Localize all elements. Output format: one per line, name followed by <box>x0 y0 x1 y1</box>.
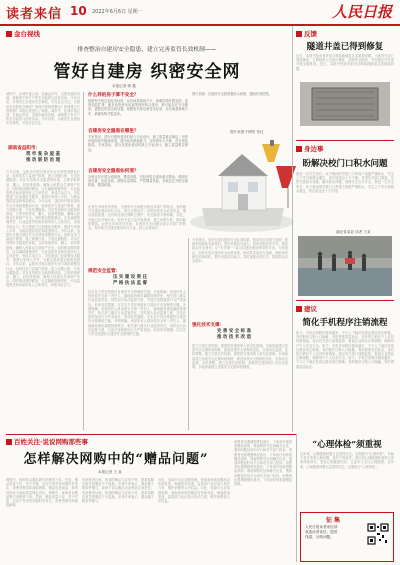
box-text <box>305 525 363 540</box>
nearby-column-head <box>296 144 394 153</box>
callout2-line-2: 推 动 技 术 改 造 <box>217 335 251 340</box>
bottom-headline: 怎样解决网购中的“赠品问题” <box>23 452 209 467</box>
suggestion-text: 如今，手机应用程序越来越多，不少人下载后发现注册容易注销难。有的程序注销入口隐蔽，有的需要层层验证，还有的注销后个人信息仍被保留。建议有关部门加强监管，督促企业简化注销流程，保障用户个人信息安全。如今，手机应用程序越来越多，不少人下载后发现注册容易注销难。有的程序注销入口隐蔽，有的需要层层验证，还有的注销后个人信息仍被保留。建议有关部门加强监管，督促企业简化注销流程，保障用户个人信息安全。如今，手机应用程序越来越多，不少人下载后发现注册容易注销难。有的程序注销入口隐蔽，有的需要层层验证。 <box>296 331 394 369</box>
page-header <box>0 0 400 26</box>
question-3: 自建房安全隐患如何清？ <box>88 169 139 174</box>
answer-1-text: 根据有关规定和技术标准，存在地基基础不牢、承重结构开裂变形、违规加层扩建、擅自改变使用用途等情形的自建房，都可能存在安全隐患，需要及时鉴定和处置。根据有关规定和技术标准，存在地基基础不牢、承重结构开裂变形。 <box>88 99 188 116</box>
body-text-block: 专家建议，加快完善自建房安全标准体系，推动技术改造与加固，鼓励采用新技术新材料，提升房屋抗灾能力。同时加强宣传引导，提高群众安全意识，让“安全第一”成为自建房建设使用的共识。专家建议，加快完善自建房安全标准体系，推动技术改造与加固，鼓励采用新技术新材料，提升房屋抗灾能力。同时加强宣传引导，提高群众安全意识。 <box>192 238 288 264</box>
nearby-text: 我是一名学生家长，孩子就读的学校门口每逢下雨便严重积水，学生上下学只能蹚水通过，家长接送也十分不便。希望有关部门重视，尽快完善排水设施，解决积水问题，保障学生出行安全。我是一名学生家长，孩子就读的学校门口每逢下雨便严重积水，学生上下学只能蹚水通过，家长接送也十分不便。 <box>296 172 394 193</box>
flood-drawing <box>298 236 392 296</box>
answer-2-text: 专家指出，部分自建房建设时缺乏专业设计，施工质量难以保证；有的房屋经营中随意改造，超出原有承载能力；还有的年久失修，存在老化隐患。专家指出，部分自建房建设时缺乏专业设计，施工质量难以保证。 <box>88 135 188 152</box>
callout-line-1: 压 实 建 设 责 任 <box>113 275 147 280</box>
callout2-line-1: 完 善 安 全 标 准 <box>217 329 251 334</box>
body-text-block: 压实各方责任是做好自建房安全管理的关键。多地明确，房屋所有人是房屋安全第一责任人，属地政府承担属地管理责任，相关部门落实行业监管责任。同时加大执法监督力度，对违法违规建设行为严肃查处，形成有效震慑。压实各方责任是做好自建房安全管理的关键。多地明确，房屋所有人是房屋安全第一责任人，属地政府承担属地管理责任，相关部门落实行业监管责任。同时加大执法监督力度，对违法违规建设行为严肃查处，形成有效震慑。压实各方责任是做好自建房安全管理的关键。多地明确，房屋所有人是房屋安全第一责任人，属地政府承担属地管理责任，相关部门落实行业监管责任。同时加大执法监督力度，对违法违规建设行为严肃查处，形成有效震慑。压实各方责任是做好自建房安全管理的关键。 <box>88 290 186 337</box>
callout2-pull <box>194 329 274 341</box>
column-mark-icon <box>6 31 12 37</box>
bottom-text-block: 网购中，商家常以赠品吸引消费者下单。然而，赠品质量不佳、货不对板、迟迟不发货等问题时有发生，消费者维权却面临困难。赠品也是商品，商家同样应当承担质量保证责任。网购中，商家常以赠品吸引消费者下单。然而，赠品质量不佳、货不对板、迟迟不发货等问题时有发生，消费者维权却面临困难。 <box>6 478 78 508</box>
illustration-caption-top <box>192 92 288 104</box>
bottom-rule <box>6 434 296 435</box>
suggestion-title: 简化手机程序注销流程 <box>302 318 388 328</box>
question-1: 什么样的房子算不安全？ <box>88 93 139 98</box>
feedback-title: 隧道井盖已得到修复 <box>306 42 384 52</box>
main-headline: 管好自建房 织密安全网 <box>53 62 241 82</box>
page-number: 10 <box>70 4 87 18</box>
column-mark-icon <box>296 31 302 37</box>
sidebar-line-2: 推 动 联 防 治 理 <box>26 158 60 163</box>
callout-line-2: 严 格 执 法 监 督 <box>113 281 147 286</box>
feedback-text: 近日，本报刊发读者来信反映某地隧道井盖破损问题。当地有关部门高度重视，立即组织人员进行修复，消除安全隐患，并对辖区内井盖开展全面排查。近日，本报刊发读者来信反映某地隧道井盖破损问题。 <box>296 54 394 71</box>
nearby-note: 湖北省某县 读者 王某 <box>336 230 371 234</box>
bottom-text-block: 对此，电商平台应加强管理，督促商家规范赠品宣传和发放，畅通投诉渠道。监管部门也应加大执法力度，维护消费者合法权益。对此，电商平台应加强管理，督促商家规范赠品宣传和发放，畅通投诉渠道。监管部门也应加大执法力度，维护消费者合法权益。 <box>158 478 230 504</box>
flood-photo <box>298 236 392 296</box>
bottom-byline: 本报记者 王 某 <box>98 470 122 474</box>
body-text-block: 建立完善长效机制，需要把自建房纳入常态化管理。多地探索建立房屋安全定期体检制度，推进房屋安全管理信息化，实现动态监测、及时预警。建立完善长效机制，需要把自建房纳入常态化管理。多地探索建立房屋安全定期体检制度，推进房屋安全管理信息化，实现动态监测、及时预警。建立完善长效机制，需要把自建房纳入常态化管理。多地探索建立房屋安全定期体检制度。 <box>192 344 288 370</box>
column-label: 身边事 <box>304 145 324 153</box>
call-for-letters-box <box>300 512 394 562</box>
suggestion-column-head <box>296 304 394 313</box>
box-line-2: 欢迎读者来信，提供 <box>305 530 338 534</box>
column-mark-icon <box>6 439 12 445</box>
box-title: 征 集 <box>325 517 341 524</box>
sidebar-line-1: 筑 牢 复 杂 屋 基 <box>26 152 60 157</box>
box-line-3: 线索，反映问题。 <box>305 535 334 539</box>
house-drawing <box>188 138 296 234</box>
sidebar-place: 湖南省益阳市： <box>8 146 41 151</box>
answer-3-text: 各地正在开展全面排查，摸清底数，对经营性自建房重点整治，做到应查尽查、应改尽改，消除存量风险，严控增量风险。各地正在开展全面排查，摸清底数。 <box>88 175 188 188</box>
body-text-block: 记者在多地采访发现，自建房安全问题呈现点多面广的特点。有的地方自建房建设年代久远，缺乏正规设计；有的经营者为追求效益，擅自加层改建；还有的房屋长期缺乏维护，安全隐患不断积累。对此，多地已经开始行动，组织专业力量开展排查，建立问题台账，推动隐患整改。记者在多地采访发现，自建房安全问题呈现点多面广的特点。有的地方自建房建设年代久远，缺乏正规设计。 <box>88 205 186 231</box>
issue-date: 2022年6月6日 星期一 <box>92 9 143 15</box>
column-mark-icon <box>296 146 302 152</box>
column-label: 金台视线 <box>14 30 40 38</box>
page-column-divider <box>296 434 297 562</box>
question-2: 自建房安全隐患在哪里？ <box>88 129 139 134</box>
main-column-head <box>6 29 290 38</box>
house-illustration <box>188 138 296 234</box>
column-divider <box>83 92 84 430</box>
manhole-photo <box>300 82 390 126</box>
sidebar-pull <box>8 152 78 164</box>
body-text-block: 今年以来，益阳市开展自建房安全专项排查整治行动，组织技术力量逐户排查，建立问题台账，分类处置隐患。对存在结构安全隐患的房屋，立即采取停用、撤人、封房等措施，确保人民群众生命财产安全。同时推动联防联治，压实属地管理责任、行业监管责任和房屋所有人主体责任，形成共治合力。市住建部门还加强技术服务，邀请专家深入乡村，为群众提供鉴定和改造建议。今年以来，益阳市开展自建房安全专项排查整治行动，组织技术力量逐户排查，建立问题台账，分类处置隐患。对存在结构安全隐患的房屋，立即采取停用、撤人、封房等措施，确保人民群众生命财产安全。同时推动联防联治，压实属地管理责任、行业监管责任和房屋所有人主体责任，形成共治合力。市住建部门还加强技术服务，邀请专家深入乡村，为群众提供鉴定和改造建议。今年以来，益阳市开展自建房安全专项排查整治行动，组织技术力量逐户排查，建立问题台账，分类处置隐患。对存在结构安全隐患的房屋，立即采取停用、撤人、封房等措施，确保人民群众生命财产安全。同时推动联防联治，压实属地管理责任、行业监管责任和房屋所有人主体责任，形成共治合力。市住建部门还加强技术服务，邀请专家深入乡村，为群众提供鉴定和改造建议。今年以来，益阳市开展自建房安全专项排查整治行动，组织技术力量逐户排查，建立问题台账，分类处置隐患。对存在结构安全隐患的房屋，立即采取停用、撤人、封房等措施，确保人民群众生命财产安全。同时推动联防联治，压实属地管理责任、行业监管责任和房屋所有人主体责任，形成共治合力。 <box>6 170 80 288</box>
bottom-text-block: 消费者也要增强维权意识，下单前仔细查看赠品说明，保留购物凭证和聊天记录，遇到问题及时向平台和有关部门投诉。消费者也要增强维权意识，下单前仔细查看赠品说明，保留购物凭证和聊天记录，遇到问题及时向平台和有关部门投诉。消费者也要增强维权意识，下单前仔细查看赠品说明，保留购物凭证和聊天记录，遇到问题及时向平台和有关部门投诉。消费者也要增强维权意识，下单前仔细查看赠品说明。 <box>234 440 292 487</box>
main-byline: 本报记者 韩 鑫 <box>112 84 136 88</box>
column-label: 百姓关注·说说网购那些事 <box>14 438 88 446</box>
column-label: 反馈 <box>304 30 317 38</box>
nearby-title: 盼解决校门口积水问题 <box>302 159 388 169</box>
column-mark-icon <box>296 306 302 312</box>
checkup-title: “心理体检”须重视 <box>312 440 382 450</box>
page-column-divider <box>292 26 293 432</box>
checkup-text: 近年来，心理健康问题日益受到关注。定期进行“心理体检”，有助于及早发现心理问题，及时干预疏导。建议将心理健康检查纳入常规体检项目，普及心理健康知识，让更多人关注心理健康。近年来，心理健康问题日益受到关注。定期进行“心理体检”。 <box>300 452 394 469</box>
callout-title: 规范安全监管： <box>88 269 121 274</box>
main-kicker: 排查整治自建房安全隐患，建立完善监管长效机制—— <box>77 47 217 53</box>
feedback-column-head <box>296 29 394 38</box>
section-rule <box>296 300 394 301</box>
manhole-drawing <box>300 82 390 126</box>
column-divider <box>188 238 189 430</box>
qr-code-icon <box>367 523 389 545</box>
bottom-column-head <box>6 437 206 446</box>
bottom-text-block: 有消费者反映，收到的赠品与宣传不符，联系客服后被告知赠品不予退换。法律专家表示，赠品属于附条件赠与，商家不得以赠品为由免除自身责任。有消费者反映，收到的赠品与宣传不符，联系客服后被告知赠品不予退换。法律专家表示，赠品属于附条件赠与。 <box>82 478 154 504</box>
caption-text: 图片来源：自建房安全排查整治示意图，漫画作者供图。 <box>192 92 272 96</box>
box-line-1: 人民日报读者来信部 <box>305 525 338 529</box>
callout2-title: 强化技术支撑： <box>192 323 225 328</box>
newspaper-logo: 人民日报 <box>331 3 392 21</box>
photo-caption: 图片来源于网络 李红 <box>230 130 264 134</box>
callout-pull <box>90 275 170 287</box>
column-label: 建议 <box>304 305 317 313</box>
section-name: 读者来信 <box>6 7 63 22</box>
body-text-block: 城市中，在城乡接合部，在偏远乡村，自建房遍布各地，承载着千家万户的生活起居与经营活动。今年以来，多地发生自建房安全事故，引发社会关注。自建房安全隐患在哪里？如何开展排查整治？如何建立长效机制？本报记者进行了调查。城市中，在城乡接合部，在偏远乡村，自建房遍布各地，承载着千家万户的生活起居与经营活动。今年以来，多地发生自建房安全事故，引发社会关注。 <box>6 92 80 126</box>
section-rule <box>296 140 394 141</box>
